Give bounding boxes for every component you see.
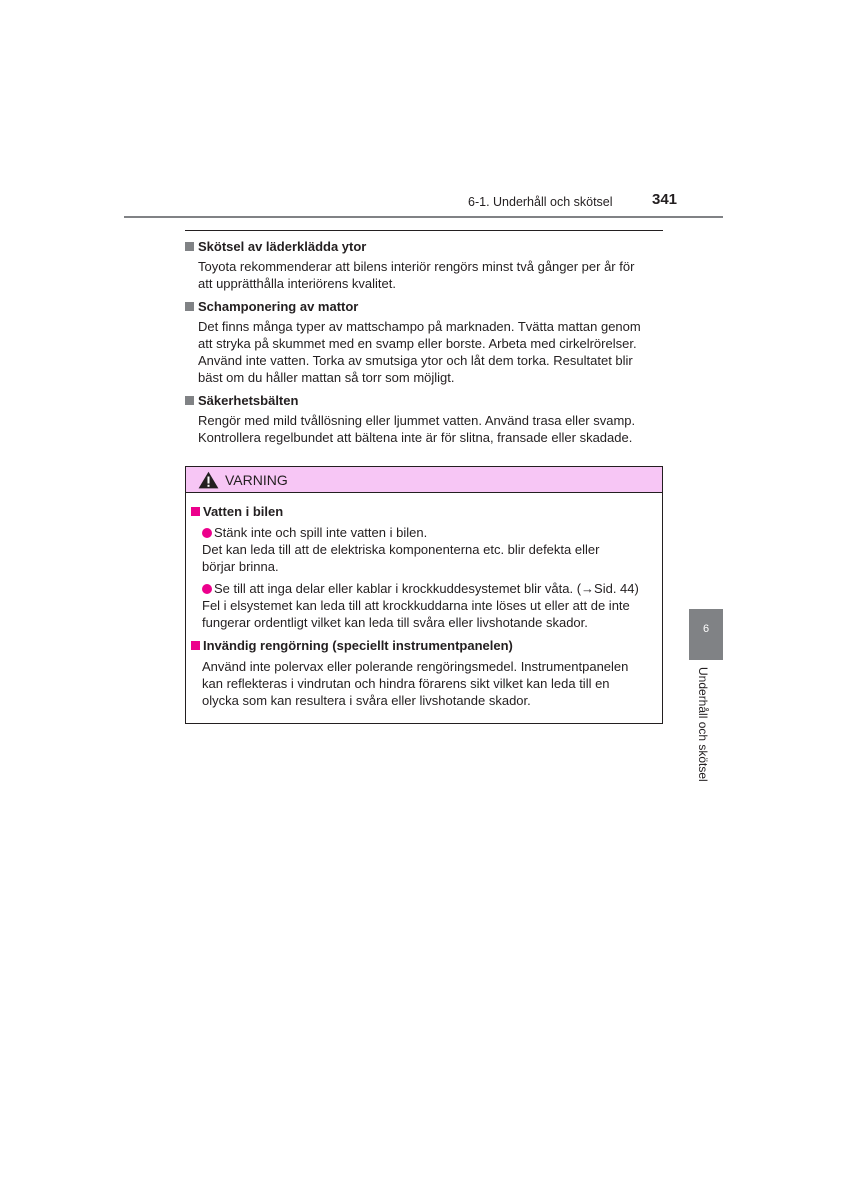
warning-triangle-icon (198, 471, 219, 489)
bullet-line: Det kan leda till att de elektriska komponenterna etc. blir defekta eller (202, 542, 600, 557)
bullet-line: börjar brinna. (202, 559, 279, 574)
bullet-line: fungerar ordentligt vilket kan leda till svåra eller livshotande skador. (202, 615, 588, 630)
section-body (198, 318, 663, 386)
body-line: Rengör med mild tvållösning eller ljummet vatten. Använd trasa eller svamp. (198, 413, 636, 428)
warning-subtitle-interior-cleaning: Invändig rengörning (speciellt instrumentpanelen) (191, 637, 513, 654)
bullet-line: Stänk inte och spill inte vatten i bilen. (214, 525, 428, 540)
magenta-square-bullet-icon (191, 641, 200, 650)
body-line: olycka som kan resultera i svåra eller livshotande skador. (202, 693, 531, 708)
page-number: 341 (652, 191, 678, 208)
section-body (198, 412, 663, 446)
bullet-line: Se till att inga delar eller kablar i krockkuddesystemet blir våta. (→Sid. 44) (214, 581, 639, 596)
section-leather-care (185, 238, 663, 292)
section-carpet-shampoo (185, 298, 663, 386)
warning-header (186, 467, 662, 493)
warning-box (185, 466, 663, 724)
chapter-title-vertical: Underhåll och skötsel (696, 667, 710, 782)
body-line: Det finns många typer av mattschampo på marknaden. Tvätta mattan genom (198, 319, 641, 334)
gray-square-bullet-icon (185, 242, 194, 251)
gray-square-bullet-icon (185, 302, 194, 311)
warning-label: VARNING (225, 471, 288, 488)
body-line: att upprätthålla interiörens kvalitet. (198, 276, 396, 291)
chapter-number: 6 (702, 623, 710, 635)
body-line: Toyota rekommenderar att bilens interiör rengörs minst två gånger per år för (198, 259, 635, 274)
magenta-dot-bullet-icon (202, 584, 212, 594)
body-line: Kontrollera regelbundet att bältena inte är för slitna, fransade eller skadade. (198, 430, 633, 445)
chapter-tab (689, 609, 723, 660)
section-seat-belts (185, 392, 663, 446)
section-title: Säkerhetsbälten (185, 392, 663, 409)
body-line: Använd inte polervax eller polerande rengöringsmedel. Instrumentpanelen (202, 659, 629, 674)
body-line: Använd inte vatten. Torka av smutsiga ytor och låt dem torka. Resultatet blir (198, 353, 633, 368)
section-body (198, 258, 663, 292)
warning-subtitle-water: Vatten i bilen (191, 503, 283, 520)
gray-square-bullet-icon (185, 396, 194, 405)
body-line: bäst om du håller mattan så torr som möjligt. (198, 370, 455, 385)
section-title: Schamponering av mattor (185, 298, 663, 315)
header-rule (124, 216, 723, 218)
warning-bullet-item (202, 524, 657, 575)
section-title: Skötsel av läderklädda ytor (185, 238, 663, 255)
warning-body (202, 658, 654, 709)
magenta-dot-bullet-icon (202, 528, 212, 538)
warning-bullet-item (202, 580, 657, 631)
bullet-line: Fel i elsystemet kan leda till att krockkuddarna inte löses ut eller att de inte (202, 598, 630, 613)
magenta-square-bullet-icon (191, 507, 200, 516)
header-section-title: 6-1. Underhåll och skötsel (468, 195, 613, 209)
body-line: att stryka på skummet med en svamp eller borste. Arbeta med cirkelrörelser. (198, 336, 637, 351)
content-top-rule (185, 230, 663, 231)
body-line: kan reflekteras i vindrutan och hindra förarens sikt vilket kan leda till en (202, 676, 610, 691)
